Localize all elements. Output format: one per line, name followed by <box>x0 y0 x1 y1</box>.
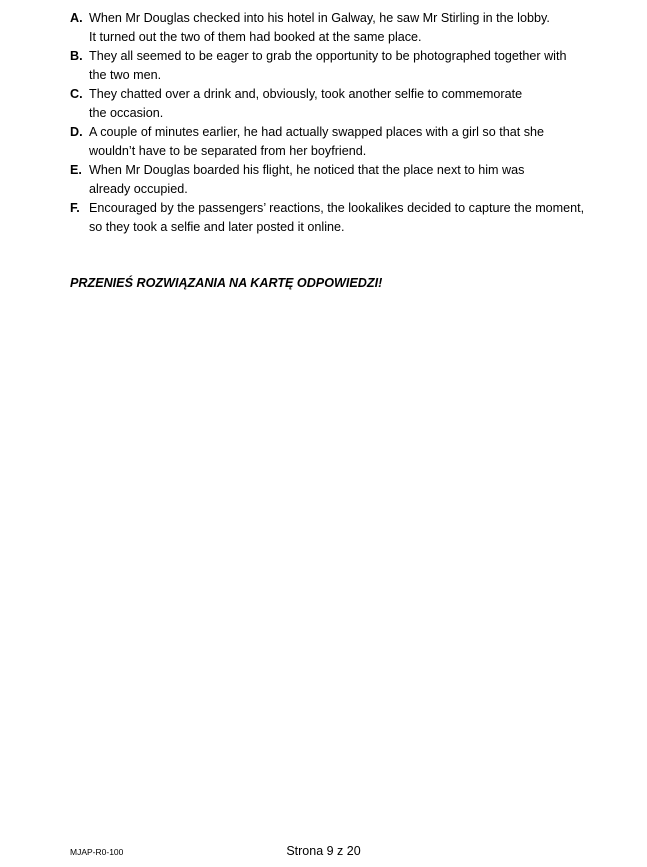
option-letter: E. <box>70 163 82 177</box>
option-b <box>70 47 600 84</box>
option-text: When Mr Douglas checked into his hotel in Galway, he saw Mr Stirling in the lobby. It turned out the two of them had booked at the same place. <box>89 11 550 44</box>
option-text: When Mr Douglas boarded his flight, he noticed that the place next to him was already occupied. <box>89 163 525 196</box>
option-a <box>70 9 600 46</box>
option-letter: B. <box>70 49 83 63</box>
page-number: Strona 9 z 20 <box>286 844 361 858</box>
option-letter: A. <box>70 11 83 25</box>
option-c <box>70 85 600 122</box>
answer-options-list <box>70 9 600 237</box>
option-d <box>70 123 600 160</box>
exam-code: MJAP-R0-100 <box>70 847 124 857</box>
option-letter: D. <box>70 125 83 139</box>
option-text: A couple of minutes earlier, he had actually swapped places with a girl so that she wouldn’t have to be separated from her boyfriend. <box>89 125 545 158</box>
option-letter: F. <box>70 201 80 215</box>
option-text: They chatted over a drink and, obviously, took another selfie to commemorate the occasion. <box>89 87 523 120</box>
option-f <box>70 199 600 236</box>
option-text: Encouraged by the passengers’ reactions, the lookalikes decided to capture the moment, so they took a selfie and later posted it online. <box>89 201 585 234</box>
option-text: They all seemed to be eager to grab the opportunity to be photographed together with the two men. <box>89 49 567 82</box>
option-letter: C. <box>70 87 83 101</box>
transfer-answers-instruction: PRZENIEŚ ROZWIĄZANIA NA KARTĘ ODPOWIEDZI! <box>70 276 383 290</box>
option-e <box>70 161 600 198</box>
